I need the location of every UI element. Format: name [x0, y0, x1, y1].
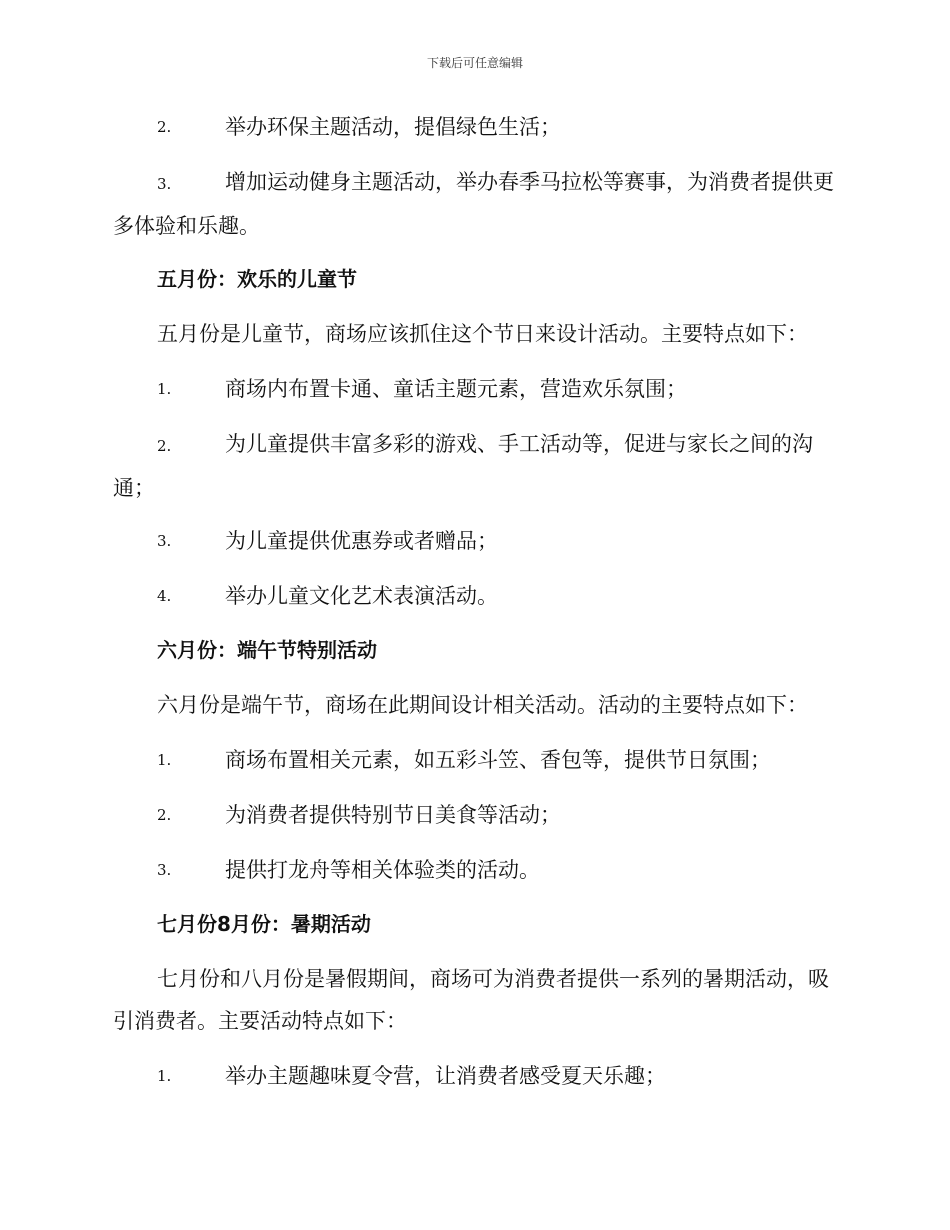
list-text: 举办环保主题活动，提倡绿色生活；	[225, 115, 561, 139]
list-text: 为消费者提供特别节日美食等活动；	[225, 803, 561, 827]
list-number: 3.	[157, 175, 172, 193]
list-item	[113, 739, 838, 781]
section-heading-july-august: 七月份8月份：暑期活动	[157, 912, 371, 936]
section-heading-may: 五月份：欢乐的儿童节	[157, 267, 357, 291]
list-item	[113, 423, 838, 509]
list-number: 3.	[157, 861, 172, 879]
list-item	[113, 849, 838, 891]
list-text: 提供打龙舟等相关体验类的活动。	[225, 858, 540, 882]
list-text: 为儿童提供优惠券或者赠品；	[225, 529, 498, 553]
list-number: 2.	[157, 806, 172, 824]
list-number: 1.	[157, 1067, 172, 1085]
section-heading-june: 六月份：端午节特别活动	[157, 638, 377, 662]
list-text: 举办主题趣味夏令营，让消费者感受夏天乐趣；	[225, 1064, 666, 1088]
list-item	[113, 520, 838, 562]
paragraph: 七月份和八月份是暑假期间，商场可为消费者提供一系列的暑期活动，吸引消费者。主要活动特点如下：	[113, 967, 829, 1033]
paragraph: 六月份是端午节，商场在此期间设计相关活动。活动的主要特点如下：	[157, 693, 808, 717]
list-text: 增加运动健身主题活动，举办春季马拉松等赛事，为消费者提供更多体验和乐趣。	[113, 170, 834, 238]
list-item	[113, 1055, 838, 1097]
list-item	[113, 106, 838, 148]
list-text: 商场布置相关元素，如五彩斗笠、香包等，提供节日氛围；	[225, 748, 771, 772]
list-text: 为儿童提供丰富多彩的游戏、手工活动等，促进与家长之间的沟通；	[113, 432, 813, 500]
list-item	[113, 575, 838, 617]
list-item	[113, 794, 838, 836]
list-text: 举办儿童文化艺术表演活动。	[225, 584, 498, 608]
list-item	[113, 161, 838, 247]
list-number: 4.	[157, 587, 172, 605]
list-number: 1.	[157, 751, 172, 769]
list-number: 2.	[157, 118, 172, 136]
page-header: 下载后可任意编辑	[426, 56, 523, 70]
list-text: 商场内布置卡通、童话主题元素，营造欢乐氛围；	[225, 377, 687, 401]
list-number: 2.	[157, 437, 172, 455]
paragraph: 五月份是儿童节，商场应该抓住这个节日来设计活动。主要特点如下：	[157, 322, 808, 346]
list-number: 1.	[157, 380, 172, 398]
list-item	[113, 368, 838, 410]
list-number: 3.	[157, 532, 172, 550]
